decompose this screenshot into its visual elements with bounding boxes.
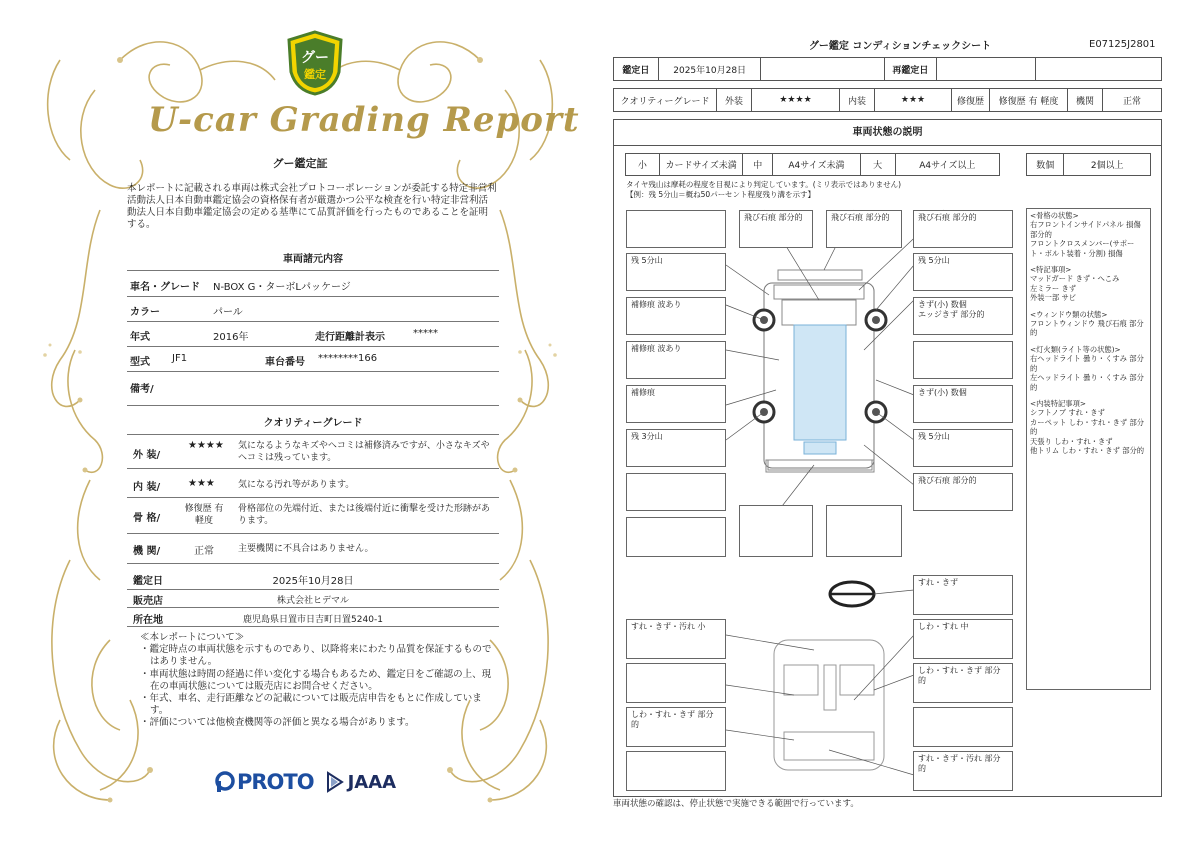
condition-check-sheet xyxy=(600,0,1200,848)
date-value: 2025年10月28日 xyxy=(659,58,762,80)
engine-label: 機関 xyxy=(1068,89,1103,111)
ext-box-left-5: 補修痕 xyxy=(626,385,726,423)
divider xyxy=(127,563,499,564)
note-line: 他トリム しわ・すれ・きず 部分的 xyxy=(1030,445,1145,455)
repair-label: 修復歴 xyxy=(952,89,990,111)
ext-box-left-4: 補修痕 波あり xyxy=(626,341,726,379)
condition-frame xyxy=(613,119,1162,797)
note-title: <特記事項> xyxy=(1030,265,1072,275)
tire-note: タイヤ残山は摩耗の程度を目視により判定しています。(ミリ表示ではありません) xyxy=(626,180,902,189)
ext-box-top-3: 飛び石痕 部分的 xyxy=(826,210,902,248)
notice-title: ≪本レポートについて≫ xyxy=(140,632,245,643)
svg-text:鑑定: 鑑定 xyxy=(304,68,326,81)
note-group-interior xyxy=(1030,399,1147,455)
note-line: フロントクロスメンバー(サポート・ボルト装着・分割) 損傷 xyxy=(1030,239,1135,258)
recheck-label: 再鑑定日 xyxy=(885,58,937,80)
note-title: <ウィンドウ類の状態> xyxy=(1030,309,1108,319)
name-label: 車名・グレード xyxy=(130,282,200,293)
legend-medium: 中 xyxy=(743,154,773,175)
frame-value: 修復歴 有 軽度 xyxy=(184,504,224,526)
note-line: 部分的 xyxy=(1030,229,1052,239)
ext-box-right-3: きず(小) 数個 エッジきず 部分的 xyxy=(913,297,1013,335)
ext-box-right-6: 残 5分山 xyxy=(913,429,1013,467)
ext-stars: ★★★★ xyxy=(752,89,840,111)
divider xyxy=(127,468,499,469)
divider xyxy=(127,626,499,627)
jaaa-logo xyxy=(326,771,397,793)
int-box-right-4 xyxy=(913,707,1013,747)
mileage-label: 走行距離計表示 xyxy=(315,332,385,343)
note-line: 左ヘッドライト 曇り・くすみ 部分的 xyxy=(1030,373,1144,392)
quality-label: クオリティーグレード xyxy=(614,89,717,111)
date-row xyxy=(613,57,1162,81)
year-label: 年式 xyxy=(130,332,150,343)
engine-value: 正常 xyxy=(194,546,214,557)
notice-item: ・年式、車名、走行距離などの記載については販売店申告をもとに作成しています。 xyxy=(140,693,482,717)
interior-desc: 気になる汚れ等があります。 xyxy=(238,480,355,490)
interior-stars: ★★★ xyxy=(188,478,215,489)
divider xyxy=(127,270,499,271)
ext-label: 外装 xyxy=(717,89,752,111)
sheet-title: グー鑑定 コンディションチェックシート xyxy=(808,41,992,52)
ext-box-top-1 xyxy=(626,210,726,248)
model-label: 型式 xyxy=(130,357,150,368)
jaaa-text: JAAA xyxy=(347,771,397,793)
legend-count: 数個 xyxy=(1027,154,1064,175)
date-label: 鑑定日 xyxy=(614,58,659,80)
date-label: 鑑定日 xyxy=(133,576,163,587)
svg-text:グー: グー xyxy=(301,50,329,66)
exterior-stars: ★★★★ xyxy=(188,440,224,451)
int-box-right-3: しわ・すれ・きず 部分的 xyxy=(913,663,1013,703)
int-box-right-2: しわ・すれ 中 xyxy=(913,619,1013,659)
color-label: カラー xyxy=(130,307,160,318)
legend-small: 小 xyxy=(626,154,660,175)
notice-block xyxy=(140,632,495,730)
divider xyxy=(127,405,499,406)
note-group-window xyxy=(1030,310,1147,338)
ext-box-bottom-2 xyxy=(739,505,813,557)
legend-small-desc: カードサイズ未満 xyxy=(660,154,744,175)
divider xyxy=(127,434,499,435)
int-box-left-2 xyxy=(626,663,726,703)
legend-medium-desc: A4サイズ未満 xyxy=(773,154,861,175)
ext-box-top-4: 飛び石痕 部分的 xyxy=(913,210,1013,248)
divider xyxy=(127,296,499,297)
recheck-value xyxy=(937,58,1037,80)
int-box-left-4 xyxy=(626,751,726,791)
note-line: 右ヘッドライト 曇り・くすみ 部分的 xyxy=(1030,354,1144,373)
chassis-label: 車台番号 xyxy=(265,357,305,368)
divider xyxy=(127,346,499,347)
sheet-footer: 車両状態の確認は、停止状態で実施できる範囲で行っています。 xyxy=(613,799,859,809)
frame-desc: 骨格部位の先端付近、または後端付近に衝撃を受けた形跡があります。 xyxy=(238,504,491,526)
note-group-lights xyxy=(1030,345,1147,392)
certificate-title: グー鑑定証 xyxy=(272,157,328,170)
steering-wheel-icon xyxy=(830,582,874,606)
note-title: <骨格の状態> xyxy=(1030,211,1079,220)
int-label: 内装 xyxy=(840,89,875,111)
ext-box-top-2: 飛び石痕 部分的 xyxy=(739,210,813,248)
int-box-left-1: すれ・きず・汚れ 小 xyxy=(626,619,726,659)
empty-cell xyxy=(1036,58,1161,80)
ext-box-bottom-1 xyxy=(626,517,726,557)
certificate-body: 本レポートに記載される車両は株式会社プロトコーポレーションが委託する特定非営利活動法人日本自動車鑑定協会の資格保有者が厳選かつ公平な検査を行い特定非営利活動法人日本自動車鑑定協会の定める基準にて品質評価を行ったものであることを証明する。 xyxy=(127,183,497,230)
note-line: 左ミラー きず xyxy=(1030,283,1077,293)
note-line: 外装一部 サビ xyxy=(1030,293,1077,303)
year-value: 2016年 xyxy=(213,332,249,343)
date-value: 2025年10月28日 xyxy=(272,576,354,587)
legend-large: 大 xyxy=(861,154,896,175)
dealer-label: 販売店 xyxy=(133,596,163,607)
note-group-special xyxy=(1030,265,1147,303)
note-line: マッドガード きず・へこみ xyxy=(1030,274,1120,284)
tire-note-example: 【例：残 5分山＝概ね50パーセント程度残り溝を示す】 xyxy=(626,190,816,199)
divider xyxy=(127,533,499,534)
int-box-right-1: すれ・きず xyxy=(913,575,1013,615)
engine-value: 正常 xyxy=(1122,96,1141,107)
logo-row xyxy=(215,770,396,794)
repair-value: 修復歴 有 軽度 xyxy=(990,89,1068,111)
remarks-label: 備考/ xyxy=(130,384,154,395)
color-value: パール xyxy=(213,307,243,318)
frame-label: 骨 格/ xyxy=(133,513,161,524)
note-title: <灯火類(ライト等の状態)> xyxy=(1030,344,1121,354)
note-line: 天張り しわ・すれ・きず xyxy=(1030,436,1113,446)
jaaa-mark-icon xyxy=(326,771,344,793)
interior-label: 内 装/ xyxy=(133,482,161,493)
notice-item: ・評価については他検査機関等の評価と異なる場合があります。 xyxy=(140,717,415,729)
model-value: JF1 xyxy=(172,353,188,364)
note-line: 右フロントインサイドパネル 損傷 xyxy=(1030,220,1141,230)
spec-section-title: 車両諸元内容 xyxy=(283,254,343,265)
interior-leader-lines xyxy=(726,590,914,775)
address-label: 所在地 xyxy=(133,615,163,626)
ext-box-left-7 xyxy=(626,473,726,511)
int-stars: ★★★ xyxy=(875,89,952,111)
ext-box-right-5: きず(小) 数個 xyxy=(913,385,1013,423)
ext-box-bottom-3 xyxy=(826,505,902,557)
ext-box-left-3: 補修痕 波あり xyxy=(626,297,726,335)
notice-item: ・鑑定時点の車両状態を示すものであり、以降将来にわたり品質を保証するものではありません。 xyxy=(140,644,492,668)
ext-box-right-7: 飛び石痕 部分的 xyxy=(913,473,1013,511)
exterior-car-outline xyxy=(754,270,886,472)
name-value: N-BOX G・ターボLパッケージ xyxy=(213,282,351,293)
interior-car-outline xyxy=(774,640,884,770)
engine-desc: 主要機関に不具合はありません。 xyxy=(238,544,374,554)
note-line: フロントウィンドウ 飛び石痕 部分的 xyxy=(1030,319,1144,338)
address-value: 鹿児島県日置市日吉町日置5240-1 xyxy=(243,615,383,625)
chassis-value: ********166 xyxy=(318,353,378,364)
script-title: U-car Grading Report xyxy=(148,100,580,140)
proto-mark-icon xyxy=(215,771,235,793)
note-group-frame xyxy=(1030,211,1147,258)
proto-text: PROTO xyxy=(237,770,314,794)
mileage-value: ***** xyxy=(413,328,438,339)
note-title: <内装特記事項> xyxy=(1030,398,1087,408)
int-box-right-5: すれ・きず・汚れ 部分的 xyxy=(913,751,1013,791)
quality-section-title: クオリティーグレード xyxy=(263,418,363,429)
divider xyxy=(127,497,499,498)
divider xyxy=(127,321,499,322)
int-box-left-3: しわ・すれ・きず 部分的 xyxy=(626,707,726,747)
ext-box-right-4 xyxy=(913,341,1013,379)
empty-cell xyxy=(761,58,885,80)
dealer-value: 株式会社ヒデマル xyxy=(276,596,349,606)
exterior-label: 外 装/ xyxy=(133,450,161,461)
side-notes xyxy=(1026,208,1151,690)
sheet-code: E07125J2801 xyxy=(1089,39,1156,50)
note-line: カーペット しわ・すれ・きず 部分的 xyxy=(1030,417,1145,437)
ext-box-left-6: 残 3分山 xyxy=(626,429,726,467)
exterior-desc: 気になるようなキズやヘコミは補修済みですが、小さなキズやヘコミは残っています。 xyxy=(238,441,490,463)
ext-box-left-2: 残 5分山 xyxy=(626,253,726,291)
divider xyxy=(127,607,499,608)
proto-logo xyxy=(215,770,314,794)
divider xyxy=(127,589,499,590)
ext-box-right-2: 残 5分山 xyxy=(913,253,1013,291)
engine-label: 機 関/ xyxy=(133,546,161,557)
note-line: シフトノブ すれ・きず xyxy=(1030,408,1105,418)
goo-kantei-badge-icon xyxy=(285,30,345,96)
grade-row xyxy=(613,88,1162,112)
frame-title: 車両状態の説明 xyxy=(614,120,1161,146)
divider xyxy=(127,371,499,372)
legend-large-desc: A4サイズ以上 xyxy=(919,161,976,171)
legend-count-desc: 2個以上 xyxy=(1090,161,1124,171)
notice-item: ・車両状態は時間の経過に伴い変化する場合もあるため、鑑定日をご確認の上、現在の車両状態については販売店にお問合せください。 xyxy=(140,668,492,692)
